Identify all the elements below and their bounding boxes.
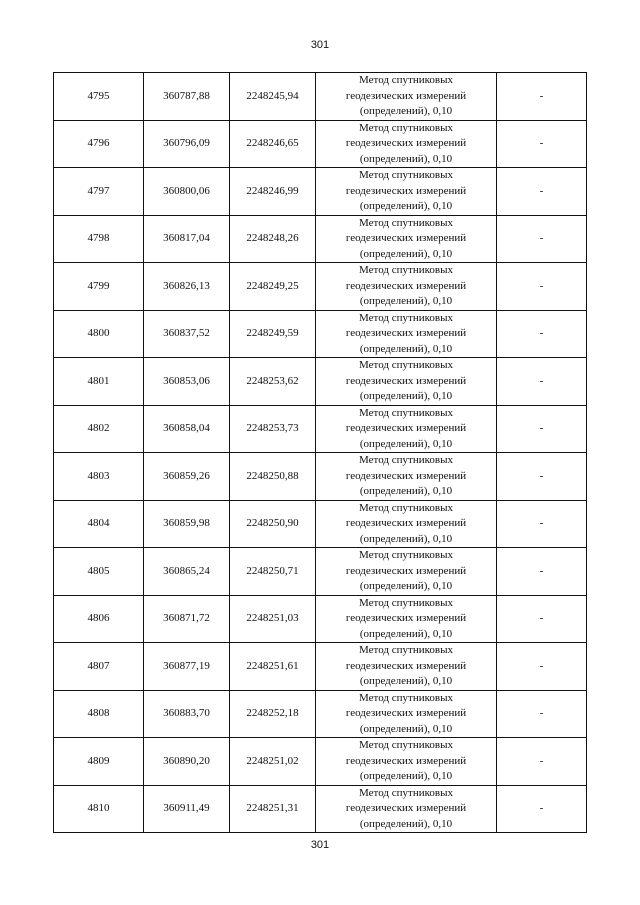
- method-cell: [316, 690, 497, 738]
- method-cell: [316, 738, 497, 786]
- method-line: Метод спутниковых: [359, 216, 453, 229]
- method-line: Метод спутниковых: [359, 596, 453, 609]
- y-coordinate-cell: 2248250,88: [230, 453, 316, 501]
- method-line: геодезических измерений: [345, 564, 467, 577]
- method-line: Метод спутниковых: [359, 264, 453, 276]
- method-cell: [316, 785, 497, 833]
- description-cell: -: [497, 643, 587, 691]
- method-line: Метод спутниковых: [359, 786, 453, 799]
- method-line: Метод спутниковых: [359, 691, 453, 704]
- point-number-cell: 4803: [54, 453, 144, 501]
- point-number-cell: 4796: [54, 120, 144, 168]
- y-coordinate-cell: 2248249,59: [230, 310, 316, 358]
- x-coordinate-cell: 360859,26: [144, 453, 230, 501]
- x-coordinate-cell: 360853,06: [144, 358, 230, 406]
- table-row: [54, 500, 587, 548]
- coordinates-table: [53, 72, 587, 833]
- x-coordinate-cell: 360911,49: [144, 785, 230, 833]
- description-cell: -: [497, 263, 587, 311]
- table-row: [54, 73, 587, 121]
- x-coordinate-cell: 360859,98: [144, 500, 230, 548]
- y-coordinate-cell: 2248245,94: [230, 73, 316, 121]
- method-cell: [316, 595, 497, 643]
- table-row: [54, 595, 587, 643]
- description-cell: -: [497, 168, 587, 216]
- description-cell: -: [497, 500, 587, 548]
- point-number-cell: 4797: [54, 168, 144, 216]
- y-coordinate-cell: 2248246,99: [230, 168, 316, 216]
- y-coordinate-cell: 2248249,25: [230, 263, 316, 311]
- method-line: Метод спутниковых: [359, 644, 453, 656]
- table-row: [54, 690, 587, 738]
- method-line: геодезических измерений: [345, 612, 467, 624]
- table-row: [54, 168, 587, 216]
- method-line: (определений), 0,10: [359, 247, 453, 260]
- method-line: Метод спутниковых: [359, 406, 453, 419]
- y-coordinate-cell: 2248248,26: [230, 215, 316, 263]
- table-row: [54, 738, 587, 786]
- method-line: геодезических измерений: [345, 137, 467, 149]
- page-number-top: 301: [310, 39, 330, 51]
- method-line: геодезических измерений: [345, 754, 467, 767]
- y-coordinate-cell: 2248253,62: [230, 358, 316, 406]
- method-line: (определений), 0,10: [359, 152, 453, 165]
- table-row: [54, 548, 587, 596]
- method-cell: [316, 500, 497, 548]
- description-cell: -: [497, 215, 587, 263]
- method-line: Метод спутниковых: [359, 311, 453, 324]
- method-cell: [316, 120, 497, 168]
- x-coordinate-cell: 360796,09: [144, 120, 230, 168]
- method-line: геодезических измерений: [345, 327, 467, 339]
- table-row: [54, 358, 587, 406]
- method-line: Метод спутниковых: [359, 549, 453, 561]
- x-coordinate-cell: 360883,70: [144, 690, 230, 738]
- point-number-cell: 4810: [54, 785, 144, 833]
- method-line: геодезических измерений: [345, 89, 467, 102]
- x-coordinate-cell: 360890,20: [144, 738, 230, 786]
- method-line: (определений), 0,10: [359, 817, 453, 830]
- method-cell: [316, 358, 497, 406]
- method-line: Метод спутниковых: [359, 121, 453, 134]
- method-cell: [316, 405, 497, 453]
- method-cell: [316, 73, 497, 121]
- method-line: геодезических измерений: [345, 469, 467, 482]
- description-cell: -: [497, 785, 587, 833]
- method-line: (определений), 0,10: [359, 722, 453, 735]
- method-line: Метод спутниковых: [359, 359, 453, 371]
- y-coordinate-cell: 2248251,31: [230, 785, 316, 833]
- point-number-cell: 4806: [54, 595, 144, 643]
- method-line: геодезических измерений: [345, 707, 467, 719]
- page-number-bottom: 301: [310, 839, 330, 851]
- point-number-cell: 4801: [54, 358, 144, 406]
- method-line: (определений), 0,10: [359, 675, 453, 687]
- y-coordinate-cell: 2248252,18: [230, 690, 316, 738]
- method-line: геодезических измерений: [345, 374, 467, 387]
- method-cell: [316, 548, 497, 596]
- table-row: [54, 263, 587, 311]
- method-line: геодезических измерений: [345, 659, 467, 672]
- point-number-cell: 4809: [54, 738, 144, 786]
- method-line: геодезических измерений: [345, 517, 467, 529]
- description-cell: -: [497, 358, 587, 406]
- method-line: геодезических измерений: [345, 802, 467, 814]
- x-coordinate-cell: 360800,06: [144, 168, 230, 216]
- method-cell: [316, 453, 497, 501]
- method-line: Метод спутниковых: [359, 74, 453, 86]
- x-coordinate-cell: 360837,52: [144, 310, 230, 358]
- y-coordinate-cell: 2248250,90: [230, 500, 316, 548]
- method-line: (определений), 0,10: [359, 295, 453, 307]
- description-cell: -: [497, 690, 587, 738]
- y-coordinate-cell: 2248251,02: [230, 738, 316, 786]
- x-coordinate-cell: 360858,04: [144, 405, 230, 453]
- method-line: (определений), 0,10: [359, 105, 453, 117]
- method-cell: [316, 263, 497, 311]
- table-row: [54, 643, 587, 691]
- method-line: Метод спутниковых: [359, 501, 453, 514]
- method-line: геодезических измерений: [345, 279, 467, 292]
- method-cell: [316, 643, 497, 691]
- x-coordinate-cell: 360871,72: [144, 595, 230, 643]
- description-cell: -: [497, 738, 587, 786]
- method-line: (определений), 0,10: [359, 485, 453, 497]
- x-coordinate-cell: 360865,24: [144, 548, 230, 596]
- method-line: (определений), 0,10: [359, 200, 453, 212]
- method-line: геодезических измерений: [345, 184, 467, 197]
- y-coordinate-cell: 2248253,73: [230, 405, 316, 453]
- x-coordinate-cell: 360826,13: [144, 263, 230, 311]
- method-line: Метод спутниковых: [359, 739, 453, 751]
- description-cell: -: [497, 120, 587, 168]
- point-number-cell: 4798: [54, 215, 144, 263]
- method-line: (определений), 0,10: [359, 627, 453, 640]
- method-cell: [316, 310, 497, 358]
- method-line: (определений), 0,10: [359, 580, 453, 592]
- method-line: геодезических измерений: [345, 422, 467, 434]
- point-number-cell: 4802: [54, 405, 144, 453]
- point-number-cell: 4807: [54, 643, 144, 691]
- method-line: (определений), 0,10: [359, 437, 453, 450]
- description-cell: -: [497, 548, 587, 596]
- table-row: [54, 453, 587, 501]
- method-line: геодезических измерений: [345, 232, 467, 244]
- description-cell: -: [497, 73, 587, 121]
- description-cell: -: [497, 405, 587, 453]
- y-coordinate-cell: 2248250,71: [230, 548, 316, 596]
- y-coordinate-cell: 2248251,03: [230, 595, 316, 643]
- y-coordinate-cell: 2248246,65: [230, 120, 316, 168]
- table-row: [54, 405, 587, 453]
- method-line: Метод спутниковых: [359, 454, 453, 466]
- point-number-cell: 4808: [54, 690, 144, 738]
- description-cell: -: [497, 453, 587, 501]
- table-row: [54, 120, 587, 168]
- point-number-cell: 4799: [54, 263, 144, 311]
- method-line: (определений), 0,10: [359, 770, 453, 782]
- method-line: Метод спутниковых: [359, 169, 453, 181]
- table-row: [54, 310, 587, 358]
- point-number-cell: 4795: [54, 73, 144, 121]
- table-row: [54, 215, 587, 263]
- x-coordinate-cell: 360877,19: [144, 643, 230, 691]
- x-coordinate-cell: 360787,88: [144, 73, 230, 121]
- table-row: [54, 785, 587, 833]
- point-number-cell: 4804: [54, 500, 144, 548]
- method-line: (определений), 0,10: [359, 342, 453, 355]
- description-cell: -: [497, 595, 587, 643]
- point-number-cell: 4805: [54, 548, 144, 596]
- method-line: (определений), 0,10: [359, 390, 453, 402]
- x-coordinate-cell: 360817,04: [144, 215, 230, 263]
- y-coordinate-cell: 2248251,61: [230, 643, 316, 691]
- description-cell: -: [497, 310, 587, 358]
- method-cell: [316, 168, 497, 216]
- method-line: (определений), 0,10: [359, 532, 453, 545]
- point-number-cell: 4800: [54, 310, 144, 358]
- method-cell: [316, 215, 497, 263]
